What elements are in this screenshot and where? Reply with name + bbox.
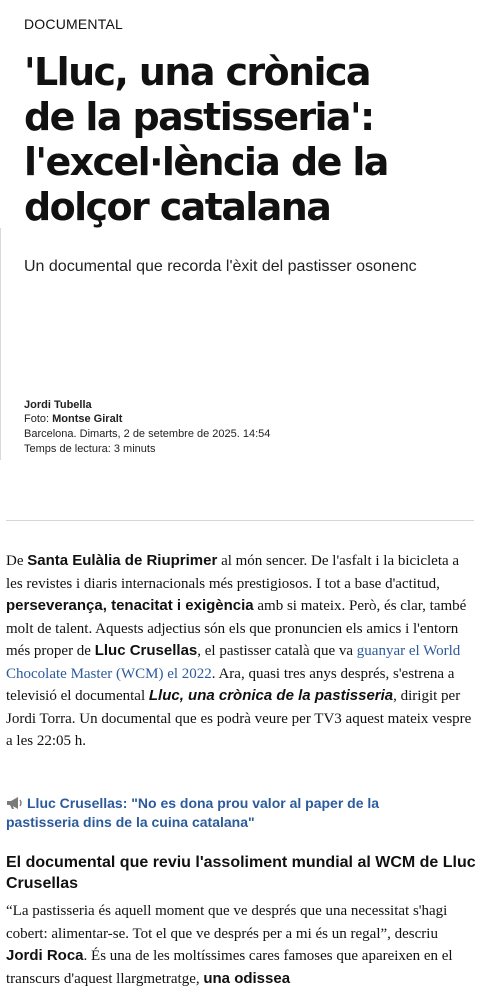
byline-block xyxy=(24,398,270,456)
headline-line: 'Lluc, una crònica xyxy=(24,50,370,94)
divider xyxy=(6,520,474,521)
place-name: Santa Eulàlia de Riuprimer xyxy=(27,552,218,569)
headline xyxy=(24,50,476,230)
dateline: Barcelona. Dimarts, 2 de setembre de 2025. 14:54 xyxy=(24,428,271,440)
person-name: Jordi Roca xyxy=(6,947,84,964)
text-run: , dirigit per Jordi Torra. Un documental que es podrà veure per TV3 aquest mateix vespre a les 22:05 h. xyxy=(6,688,472,749)
text-run: De xyxy=(6,553,28,569)
related-article-link[interactable] xyxy=(6,794,446,832)
text-run: al món sencer. De l'asfalt i la bicicleta a les revistes i diaris internacionals més prestigiosos. I tot a base d'actitud, xyxy=(6,553,460,592)
text-run: , el pastisser català que va xyxy=(197,643,357,659)
reading-time: Temps de lectura: 3 minuts xyxy=(24,443,156,455)
author-name[interactable]: Jordi Tubella xyxy=(24,399,92,411)
headline-line: dolçor catalana xyxy=(24,185,331,229)
paragraph-intro xyxy=(6,550,478,753)
headline-line: de la pastisseria': xyxy=(24,95,374,139)
text-run: . Ara, quasi tres anys després, s'estrena a televisió el documental xyxy=(6,665,455,704)
megaphone-icon xyxy=(6,796,24,810)
emphasis-text: perseverança, tenacitat i exigència xyxy=(6,597,254,614)
photo-credit xyxy=(24,412,270,426)
documentary-title: Lluc, una crònica de la pastisseria xyxy=(148,687,394,704)
paragraph-quote xyxy=(6,900,478,990)
emphasis-text: una odissea xyxy=(203,969,291,987)
left-edge-rule xyxy=(0,228,1,460)
text-run: . És una de les moltíssimes cares famoses que apareixen en el transcurs d'aquest llargmetratge, xyxy=(6,948,453,987)
text-run: amb si mateix. Però, és clar, també molt de talent. Aquests adjectius són els que pronuncien els amics i l'entorn més proper de xyxy=(6,598,467,659)
photo-credit-label: Foto: xyxy=(24,413,53,425)
section-label[interactable]: DOCUMENTAL xyxy=(24,16,123,32)
subtitle: Un documental que recorda l'èxit del pastisser osonenc xyxy=(24,258,417,275)
text-run: “La pastisseria és aquell moment que ve després que una necessitat s'hagi cobert: alimentar-se. Tot el que ve després per a mi és un regal”, descriu xyxy=(6,903,448,942)
related-article-text[interactable]: Lluc Crusellas: "No es dona prou valor al paper de la pastisseria dins de la cuina catalana" xyxy=(6,795,380,830)
photographer-name[interactable]: Montse Giralt xyxy=(52,413,123,425)
headline-line: l'excel·lència de la xyxy=(24,140,388,184)
person-name: Lluc Crusellas xyxy=(94,642,198,659)
section-subheading: El documental que reviu l'assoliment mundial al WCM de Lluc Crusellas xyxy=(6,854,476,892)
wcm-link[interactable]: guanyar el World Chocolate Master (WCM) el 2022 xyxy=(6,643,461,682)
